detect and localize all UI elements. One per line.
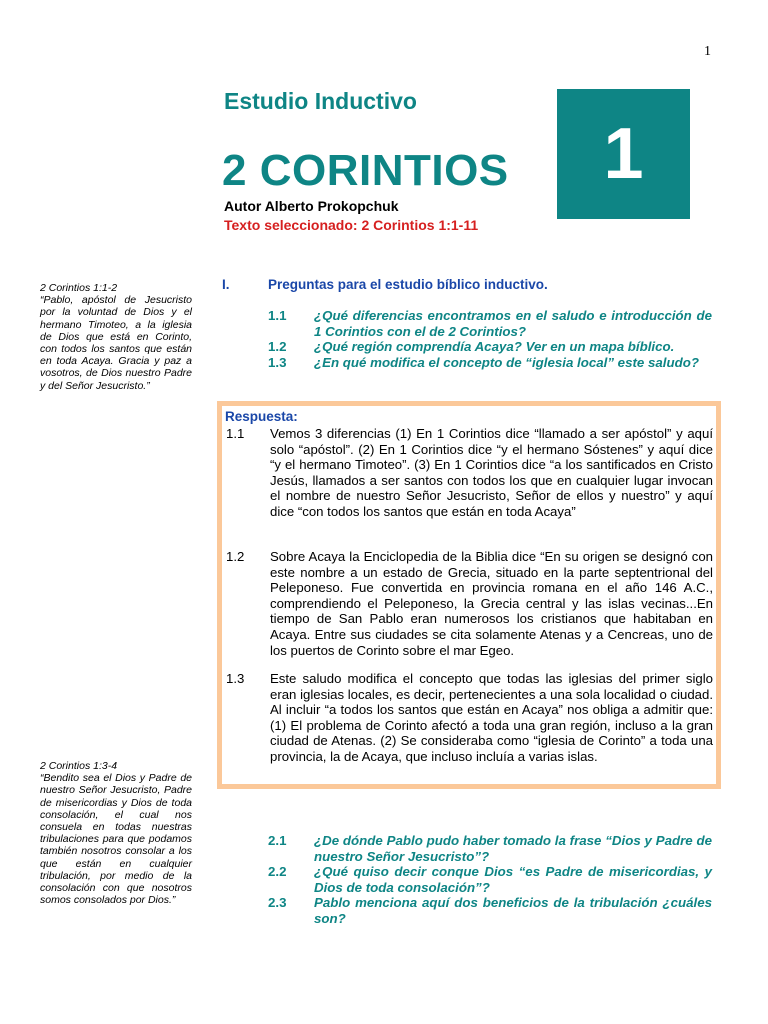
question-text: ¿De dónde Pablo pudo haber tomado la frase “Dios y Padre de nuestro Señor Jesucristo”? bbox=[314, 833, 712, 864]
answer-label: Respuesta: bbox=[225, 409, 298, 424]
answer-text: Sobre Acaya la Enciclopedia de la Biblia dice “En su origen se designó con este nombre a un estado de Grecia, situado en la parte septentrional del Peleponeso. Fue convertida en provincia romana en el año 146 A.C., comprendiendo el Peleponeso, la Grecia central y las islas vecinas...En tiempo de San Pablo eran numerosos los cristianos que habitaban en Acaya. Entre sus ciudades se cita solamente Atenas y a Cencreas, uno de los puertos de Corinto sobre el mar Egeo. bbox=[270, 549, 713, 658]
author-line: Autor Alberto Prokopchuk bbox=[224, 198, 399, 214]
question-text: ¿Qué quiso decir conque Dios “es Padre de misericordias, y Dios de toda consolación”? bbox=[314, 864, 712, 895]
verse-text: “Pablo, apóstol de Jesucristo por la voluntad de Dios y el hermano Timoteo, a la iglesia de Dios que está en Corinto, con todos los santos que están en toda Acaya. Gracia y paz a vosotros, de Dios nuestro Padre y del Señor Jesucristo.” bbox=[40, 294, 192, 392]
sidebar-verse-block bbox=[40, 760, 192, 906]
verse-text: “Bendito sea el Dios y Padre de nuestro Señor Jesucristo, Padre de misericordias y Dios de toda consolación, el cual nos consuela en todas nuestras tribulaciones para que podamos también nosotros consolar a los que están en cualquier tribulación, por medio de la consolación con que nosotros somos consolados por Dios.” bbox=[40, 772, 192, 907]
section-number: I. bbox=[222, 277, 230, 292]
selected-text-line: Texto seleccionado: 2 Corintios 1:1-11 bbox=[224, 217, 479, 233]
answer-box bbox=[217, 401, 721, 789]
question-number: 2.2 bbox=[268, 864, 287, 879]
answer-text: Vemos 3 diferencias (1) En 1 Corintios dice “llamado a ser apóstol” y aquí solo “apóstol”. (2) En 1 Corintios dice “y el hermano Sóstenes” y aquí dice “y el hermano Timoteo”. (3) En 1 Corintios dice “a los santificados en Cristo Jesús, llamados a ser santos con todos los que en cualquier lugar invocan el nombre de nuestro Señor Jesucristo, Señor de ellos y nuestro” y aquí dice “con todos los santos que están en toda Acaya” bbox=[270, 426, 713, 519]
verse-reference: 2 Corintios 1:3-4 bbox=[40, 760, 118, 772]
page-number: 1 bbox=[704, 44, 711, 59]
answer-text: Este saludo modifica el concepto que todas las iglesias del primer siglo eran iglesias locales, es decir, pertenecientes a una sola localidad o ciudad. Al incluir “a todos los santos que están en Acaya” nos obliga a admitir que: (1) El problema de Corinto afectó a toda una gran región, incluso a la gran ciudad de Atenas. (2) Se consideraba como “iglesia de Corinto” a toda una provincia, la de Acaya, que incluso incluía a varias islas. bbox=[270, 671, 713, 764]
lesson-number: 1 bbox=[603, 114, 644, 194]
verse-reference: 2 Corintios 1:1-2 bbox=[40, 282, 118, 294]
answer-number: 1.2 bbox=[226, 549, 245, 564]
question-number: 1.3 bbox=[268, 355, 287, 370]
question-number: 1.2 bbox=[268, 339, 287, 354]
question-text: ¿En qué modifica el concepto de “iglesia local” este saludo? bbox=[314, 355, 699, 370]
question-number: 1.1 bbox=[268, 308, 287, 323]
document-subtitle: Estudio Inductivo bbox=[224, 88, 417, 114]
answer-number: 1.3 bbox=[226, 671, 245, 686]
answer-number: 1.1 bbox=[226, 426, 245, 441]
section-title: Preguntas para el estudio bíblico inductivo. bbox=[268, 277, 548, 292]
question-text: Pablo menciona aquí dos beneficios de la tribulación ¿cuáles son? bbox=[314, 895, 712, 926]
question-number: 2.3 bbox=[268, 895, 287, 910]
question-number: 2.1 bbox=[268, 833, 287, 848]
sidebar-verse-block bbox=[40, 282, 192, 392]
question-text: ¿Qué diferencias encontramos en el saludo e introducción de 1 Corintios con el de 2 Corintios? bbox=[314, 308, 712, 339]
question-text: ¿Qué región comprendía Acaya? Ver en un mapa bíblico. bbox=[314, 339, 675, 354]
document-title: 2 CORINTIOS bbox=[222, 146, 509, 195]
lesson-number-box bbox=[557, 89, 690, 219]
